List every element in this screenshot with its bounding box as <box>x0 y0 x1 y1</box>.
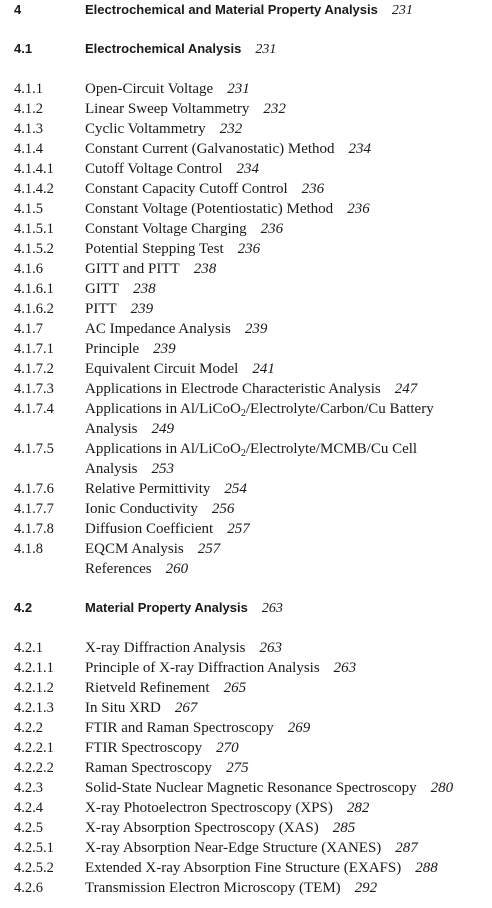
entry-title: GITT <box>85 281 120 297</box>
entry-title-part: Applications in Al/LiCoO <box>85 441 241 457</box>
entry-number: 4.1.6.1 <box>14 281 54 297</box>
entry-page: 263 <box>259 640 283 656</box>
entry-title-line <box>85 439 485 459</box>
entry-title-line <box>85 559 485 579</box>
entry-page: 288 <box>415 860 438 876</box>
entry-number: 4.2.5 <box>14 820 43 836</box>
entry-title: Linear Sweep Voltammetry <box>85 101 250 117</box>
section-title: Material Property Analysis <box>85 600 248 615</box>
entry-number: 4.1.5.2 <box>14 241 54 257</box>
entry-page: 234 <box>348 141 372 157</box>
entry-title: X-ray Photoelectron Spectroscopy (XPS) <box>85 800 333 816</box>
entry-number: 4.2.2 <box>14 720 43 736</box>
entry-title-line <box>85 519 485 539</box>
section-number: 4.1 <box>14 41 33 56</box>
entry-page: 239 <box>130 301 154 317</box>
entry-title: GITT and PITT <box>85 261 180 277</box>
entry-title: Solid-State Nuclear Magnetic Resonance Spectroscopy <box>85 780 417 796</box>
entry-number: 4.1.4.2 <box>14 181 54 197</box>
entry-page: 285 <box>332 820 356 836</box>
chapter-page: 231 <box>391 3 413 18</box>
entry-page: 254 <box>224 481 247 497</box>
entry-title-line <box>85 79 485 99</box>
entry-title-part: /Electrolyte/MCMB/Cu Cell <box>245 441 418 457</box>
entry-page: 247 <box>394 381 418 397</box>
entry-number: 4.1.7 <box>14 321 43 337</box>
entry-title-line <box>85 718 485 738</box>
entry-title-line <box>85 339 485 359</box>
entry-title-line <box>85 698 485 718</box>
entry-title-part: Analysis <box>85 461 138 477</box>
entry-title: In Situ XRD <box>85 700 161 716</box>
entry-number: 4.2.5.2 <box>14 860 54 876</box>
entry-title-line <box>85 219 485 239</box>
entry-page: 265 <box>223 680 247 696</box>
entry-page: 231 <box>227 81 250 97</box>
entry-title-line <box>85 818 485 838</box>
entry-page: 270 <box>216 740 239 756</box>
entry-title-line <box>85 858 485 878</box>
entry-number: 4.1.5.1 <box>14 221 54 237</box>
entry-title-line <box>85 758 485 778</box>
entry-number: 4.1.4 <box>14 141 43 157</box>
section-title-line <box>85 39 485 60</box>
entry-number: 4.1.1 <box>14 81 43 97</box>
entry-title-part: Analysis <box>85 421 138 437</box>
chapter-title: Electrochemical and Material Property Analysis <box>85 2 378 17</box>
entry-number: 4.1.7.7 <box>14 501 54 517</box>
entry-title: Extended X-ray Absorption Fine Structure (EXAFS) <box>85 860 402 876</box>
entry-number: 4.2.2.2 <box>14 760 54 776</box>
entry-page: 256 <box>211 501 235 517</box>
entry-title-line <box>85 239 485 259</box>
entry-title: X-ray Diffraction Analysis <box>85 640 246 656</box>
entry-title: AC Impedance Analysis <box>85 321 231 337</box>
entry-number: 4.2.2.1 <box>14 740 54 756</box>
entry-page: 241 <box>252 361 275 377</box>
entry-page: 257 <box>197 541 221 557</box>
entry-number: 4.2.3 <box>14 780 43 796</box>
entry-title-part: /Electrolyte/Carbon/Cu Battery <box>245 401 434 417</box>
entry-title: Constant Voltage Charging <box>85 221 247 237</box>
entry-title-line <box>85 119 485 139</box>
entry-title: References <box>85 561 152 577</box>
entry-title-line <box>85 658 485 678</box>
entry-page: 236 <box>347 201 370 217</box>
entry-title-line <box>85 379 485 399</box>
entry-page: 263 <box>333 660 357 676</box>
entry-title-line <box>85 778 485 798</box>
entry-title-line <box>85 99 485 119</box>
entry-title: Principle <box>85 341 140 357</box>
entry-title-line <box>85 838 485 858</box>
entry-title: Constant Voltage (Potentiostatic) Method <box>85 201 334 217</box>
entry-title-line <box>85 299 485 319</box>
section-title: Electrochemical Analysis <box>85 41 242 56</box>
entry-page: 238 <box>193 261 217 277</box>
entry-page: 236 <box>301 181 325 197</box>
entry-number: 4.2.1.1 <box>14 660 54 676</box>
entry-title-line <box>85 479 485 499</box>
entry-title-line <box>85 399 485 419</box>
entry-page: 257 <box>227 521 250 537</box>
entry-number: 4.1.3 <box>14 121 43 137</box>
section-page: 231 <box>255 42 277 57</box>
entry-number: 4.1.7.2 <box>14 361 54 377</box>
section-title-line <box>85 598 485 619</box>
entry-title-line <box>85 199 485 219</box>
entry-page: 239 <box>153 341 176 357</box>
section-page: 263 <box>261 601 283 616</box>
entry-title: Cyclic Voltammetry <box>85 121 206 137</box>
entry-title-line <box>85 139 485 159</box>
entry-number: 4.1.7.8 <box>14 521 54 537</box>
entry-title-line <box>85 878 485 898</box>
entry-title-line <box>85 159 485 179</box>
entry-title-line <box>85 179 485 199</box>
entry-page: 260 <box>165 561 189 577</box>
entry-page: 287 <box>395 840 418 856</box>
entry-page: 236 <box>260 221 284 237</box>
entry-number: 4.1.7.4 <box>14 401 54 417</box>
entry-title: EQCM Analysis <box>85 541 184 557</box>
entry-title-line <box>85 738 485 758</box>
entry-title-line <box>85 419 485 439</box>
entry-title-line <box>85 539 485 559</box>
entry-page: 232 <box>263 101 286 117</box>
entry-title-line <box>85 459 485 479</box>
entry-page: 280 <box>430 780 454 796</box>
entry-page: 282 <box>346 800 370 816</box>
entry-title: Potential Stepping Test <box>85 241 224 257</box>
entry-title-line <box>85 319 485 339</box>
entry-page: 253 <box>151 461 174 477</box>
entry-title: Constant Capacity Cutoff Control <box>85 181 288 197</box>
entry-number: 4.1.4.1 <box>14 161 54 177</box>
entry-number: 4.1.2 <box>14 101 43 117</box>
entry-title-subscript: 2 <box>240 448 246 459</box>
entry-number: 4.1.7.1 <box>14 341 54 357</box>
entry-title: Applications in Electrode Characteristic Analysis <box>85 381 381 397</box>
entry-page: 236 <box>237 241 261 257</box>
entry-title-line <box>85 638 485 658</box>
entry-page: 238 <box>133 281 156 297</box>
entry-title: Rietveld Refinement <box>85 680 210 696</box>
entry-number: 4.1.7.5 <box>14 441 54 457</box>
entry-page: 239 <box>244 321 268 337</box>
entry-title: Cutoff Voltage Control <box>85 161 223 177</box>
entry-number: 4.2.1 <box>14 640 43 656</box>
entry-page: 292 <box>354 880 378 896</box>
entry-title: PITT <box>85 301 117 317</box>
entry-number: 4.2.4 <box>14 800 43 816</box>
entry-title: Diffusion Coefficient <box>85 521 214 537</box>
entry-page: 234 <box>236 161 260 177</box>
entry-title-subscript: 2 <box>240 408 246 419</box>
entry-title-line <box>85 499 485 519</box>
chapter-number: 4 <box>14 2 22 17</box>
chapter-title-line <box>85 0 485 21</box>
entry-title: Ionic Conductivity <box>85 501 198 517</box>
entry-number: 4.2.1.2 <box>14 680 54 696</box>
entry-title: X-ray Absorption Near-Edge Structure (XANES) <box>85 840 382 856</box>
entry-page: 232 <box>219 121 243 137</box>
entry-title: Transmission Electron Microscopy (TEM) <box>85 880 341 896</box>
entry-page: 275 <box>226 760 249 776</box>
entry-title-line <box>85 359 485 379</box>
section-number: 4.2 <box>14 600 33 615</box>
entry-title: Principle of X-ray Diffraction Analysis <box>85 660 320 676</box>
entry-title-line <box>85 259 485 279</box>
entry-title: Relative Permittivity <box>85 481 211 497</box>
entry-page: 249 <box>151 421 174 437</box>
entry-title-part: Applications in Al/LiCoO <box>85 401 241 417</box>
entry-title: Constant Current (Galvanostatic) Method <box>85 141 335 157</box>
entry-title: Raman Spectroscopy <box>85 760 213 776</box>
entry-page: 267 <box>174 700 198 716</box>
entry-number: 4.2.6 <box>14 880 43 896</box>
entry-number: 4.1.7.6 <box>14 481 54 497</box>
entry-number: 4.1.8 <box>14 541 43 557</box>
entry-title: Equivalent Circuit Model <box>85 361 239 377</box>
entry-number: 4.1.6.2 <box>14 301 54 317</box>
entry-title-line <box>85 798 485 818</box>
entry-title-line <box>85 279 485 299</box>
entry-title-line <box>85 678 485 698</box>
entry-number: 4.2.5.1 <box>14 840 54 856</box>
entry-title: FTIR and Raman Spectroscopy <box>85 720 274 736</box>
entry-number: 4.1.7.3 <box>14 381 54 397</box>
entry-title: Open-Circuit Voltage <box>85 81 214 97</box>
entry-page: 269 <box>287 720 311 736</box>
entry-title: FTIR Spectroscopy <box>85 740 203 756</box>
entry-title: X-ray Absorption Spectroscopy (XAS) <box>85 820 319 836</box>
entry-number: 4.1.5 <box>14 201 43 217</box>
entry-number: 4.1.6 <box>14 261 43 277</box>
entry-number: 4.2.1.3 <box>14 700 54 716</box>
